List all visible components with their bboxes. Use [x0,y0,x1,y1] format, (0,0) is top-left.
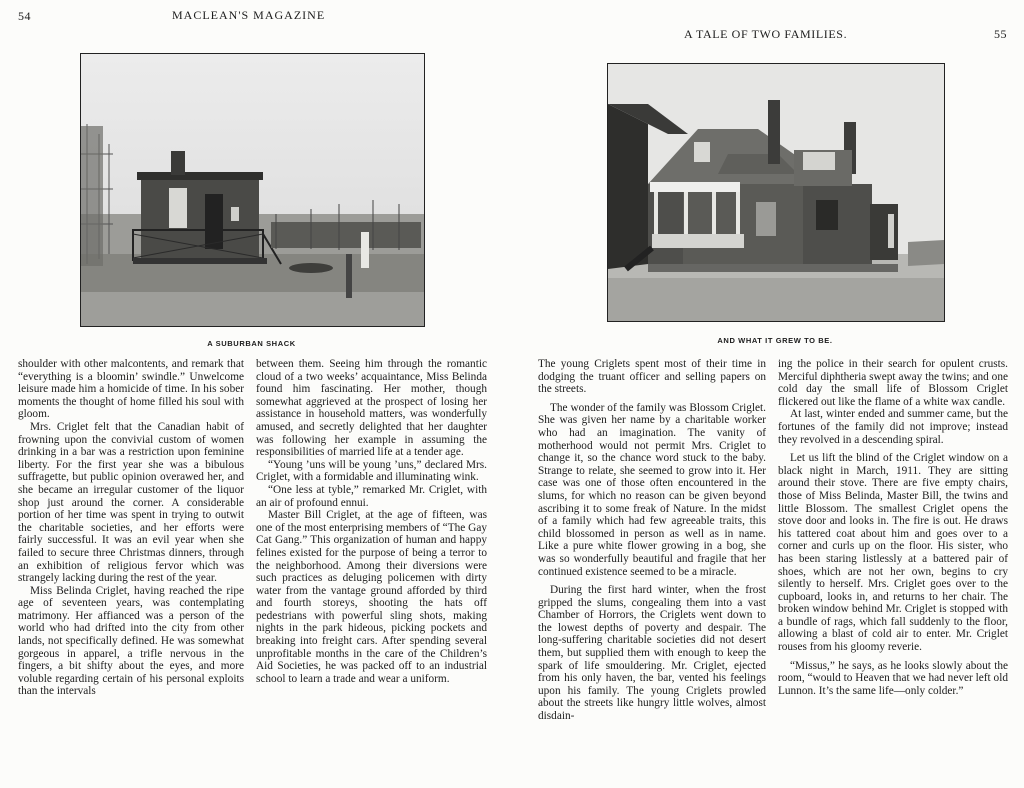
paragraph: The wonder of the family was Blossom Criglet. She was given her name by a charitable worker who had an imagination. The vanity of motherhood would not permit Mrs. Criglet to change it, so the chance word stuck to the baby. Strange to relate, she seemed to grow into it. Her case was one of those often encountered in the slums, for which no reason can be given beyond ascribing it to some freak of Nature. In the midst of a family which had few agreeable traits, this child blossomed in person as well as in name. Like a pure white flower growing in a bog, she was so wonderfully beautiful and fragile that her continued existence seemed to be a miracle. [538,401,766,578]
suburban-shack-photo [80,53,425,327]
page-number-left: 54 [18,9,31,23]
running-head-right: A TALE OF TWO FAMILIES. [684,27,848,41]
paragraph: “One less at tyble,” remarked Mr. Criglet, with an air of profound ennui. [256,483,487,509]
running-head-left: MACLEAN'S MAGAZINE [172,8,326,22]
paragraph: Mrs. Criglet felt that the Canadian habit of frowning upon the convivial custom of women drinking in a bar was a restriction upon feminine liberty. For the first year she was a bibulous suffragette, but public opinion overawed her, and she became an irregular customer of the liquor shop just around the corner. A considerable portion of her time was spent in trying to outwit the charitable societies, and her efforts were fairly successful. It was an evil year when she failed to secure three Christmas dinners, through an exhibition of religious fervor which was strangely lacking during the rest of the year. [18,420,244,585]
paragraph: shoulder with other malcontents, and remark that “everything is a bloomin’ swindle.” Unwelcome leisure made him a homicide of time. In his sober moments the thought of home filled his soul with gloom. [18,358,244,421]
left-column-2 [256,358,487,685]
right-column-2 [778,358,1008,697]
paragraph: “Young ’uns will be young ’uns,” declared Mrs. Criglet, with a formidable and illuminating wink. [256,458,487,484]
right-page [512,0,1024,788]
paragraph: At last, winter ended and summer came, but the fortunes of the family did not improve; instead they revolved in a descending spiral. [778,408,1008,446]
paragraph: ing the police in their search for opulent crusts. Merciful diphtheria swept away the twins; and one cold day the small life of Blossom Criglet flickered out like the flame of a white wax candle. [778,358,1008,408]
paragraph: During the first hard winter, when the frost gripped the slums, congealing them into a vast Chamber of Horrors, the Criglets went down to the lowest depths of poverty and despair. The long-suffering charitable societies did not desert them, but supplied them with enough to keep the spark of life smouldering. Mr. Criglet, ejected from his only haven, the bar, vented his feelings upon his family. The young Criglets prowled about the streets like hungry little wolves, almost disdain- [538,584,766,723]
page-number-right: 55 [994,27,1007,41]
paragraph: Let us lift the blind of the Criglet window on a black night in March, 1911. They are sitting around their stove. There are five empty chairs, those of Miss Belinda, Master Bill, the twins and little Blossom. The smallest Criglet opens the stove door and looks in. The fire is out. He draws his tattered coat about him and goes over to a corner and curls up on the floor. His sister, who has been staring listlessly at a battered pair of shoes, which are not her own, begins to cry silently to herself. Mrs. Criglet goes over to the cupboard, looks in, and returns to her chair. The broken window behind Mr. Criglet is stopped with a bundle of rags, which fall suddenly to the floor, allowing a blast of cold air to enter. Mr. Criglet rouses from his gloomy reverie. [778,452,1008,654]
left-column-1 [18,358,244,698]
house-photo [607,63,945,322]
right-column-1 [538,358,766,723]
paragraph: between them. Seeing him through the romantic cloud of a two weeks’ acquaintance, Miss Belinda found him fascinating. Her mother, though somewhat aggrieved at the prospect of losing her assistance in household matters, was wonderfully amused, and secretly delighted that her daughter was following her example in assuming the responsibilities of married life at a tender age. [256,358,487,459]
paragraph: “Missus,” he says, as he looks slowly about the room, “would to Heaven that we had never left old Lunnon. It’s the same life—only colder.” [778,659,1008,697]
paragraph: Master Bill Criglet, at the age of fifteen, was one of the most enterprising members of “The Gay Cat Gang.” This organization of human and happy felines existed for the purpose of being a terror to the neighborhood. Among their diversions were such practices as deluging policemen with dirty water from the vantage ground afforded by third and fourth storeys, shooting the hats off pedestrians with powerful sling shots, making nights in the park hideous, picking pockets and breaking into freight cars. After spending several unprofitable months in the care of the Children’s Aid Societies, he was packed off to an industrial school to learn a trade and wear a uniform. [256,509,487,685]
paragraph: Miss Belinda Criglet, having reached the ripe age of seventeen years, was contemplating matrimony. Her affianced was a person of the world who had drifted into the city from other lands, not specifically defined. He was somewhat gorgeous in apparel, a trifle nervous in the fingers, a bit shifty about the eyes, and more voluble regarding certain of his personal exploits than the intervals [18,584,244,698]
photo-caption-right: AND WHAT IT GREW TO BE. [717,336,833,345]
photo-caption-left: A SUBURBAN SHACK [207,339,296,348]
paragraph: The young Criglets spent most of their time in dodging the truant officer and selling papers on the streets. [538,358,766,396]
